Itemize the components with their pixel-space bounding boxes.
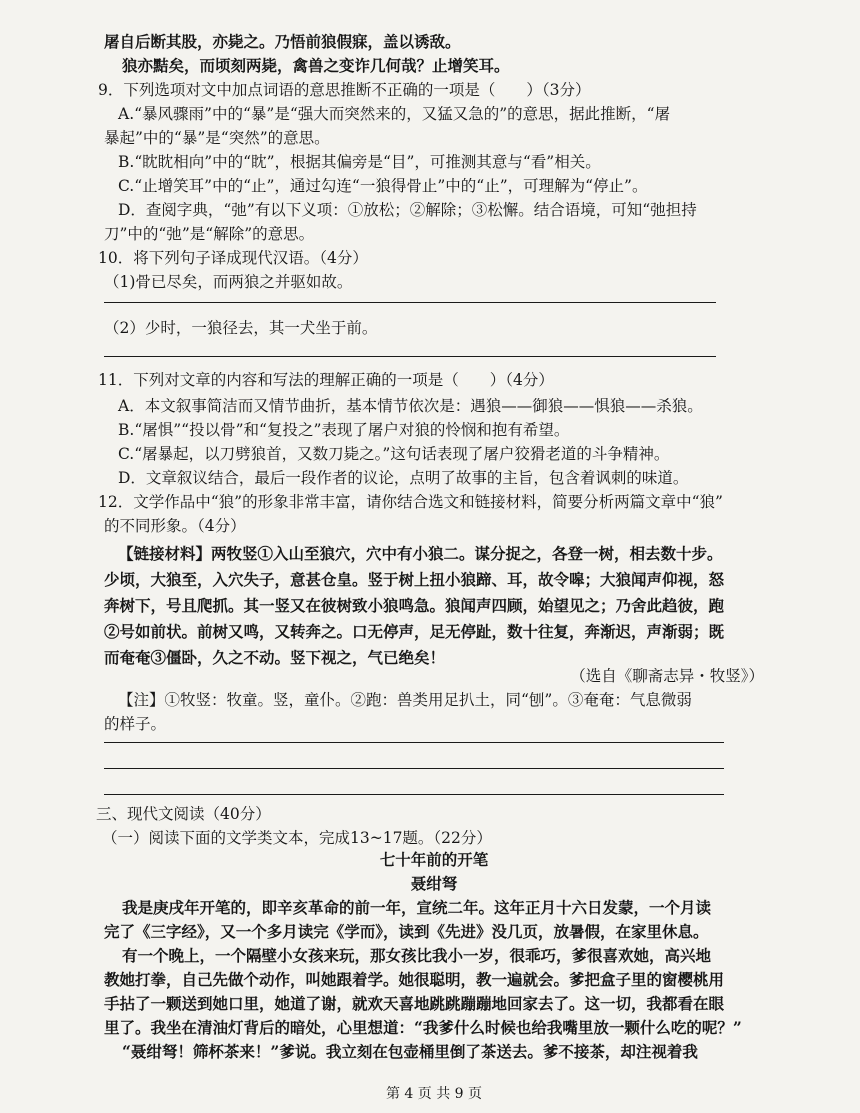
article-title: 七十年前的开笔	[379, 850, 489, 869]
question-11-stem: 11．下列对文章的内容和写法的理解正确的一项是（ ）（4分）	[98, 371, 554, 389]
linked-material-line: 而奄奄③僵卧，久之不动。竖下视之，气已绝矣！	[104, 648, 446, 667]
option-d: D．文章叙议结合，最后一段作者的议论，点明了故事的主旨，包含着讽刺的味道。	[118, 469, 689, 487]
linked-material-line: 少顷，大狼至，入穴失子，意甚仓皇。竖于树上扭小狼蹄、耳，故令嗥；大狼闻声仰视，怒	[104, 570, 725, 589]
question-10-stem: 10．将下列句子译成现代汉语。（4分）	[98, 249, 368, 267]
option-c: C.“屠暴起，以刀劈狼首，又数刀毙之。”这句话表现了屠户狡猾老道的斗争精神。	[118, 445, 670, 463]
linked-material-line: 【链接材料】两牧竖①入山至狼穴，穴中有小狼二。谋分捉之，各登一树，相去数十步。	[118, 544, 723, 563]
option-b: B.“眈眈相向”中的“眈”，根据其偏旁是“目”，可推测其意与“看”相关。	[118, 153, 601, 171]
answer-line	[104, 768, 724, 769]
question-9-stem: 9．下列选项对文中加点词语的意思推断不正确的一项是（ ）（3分）	[98, 81, 591, 99]
notes-line: 【注】①牧竖：牧童。竖，童仆。②跑：兽类用足扒土，同“刨”。③奄奄：气息微弱	[118, 691, 692, 709]
question-12-stem-cont: 的不同形象。（4分）	[104, 517, 246, 535]
answer-line	[104, 794, 724, 795]
notes-line-cont: 的样子。	[104, 715, 167, 733]
article-paragraph-line: 教她打拳，自己先做个动作，叫她跟着学。她很聪明，教一遍就会。爹把盒子里的窗樱桃用	[104, 970, 725, 989]
option-a: A.“暴风骤雨”中的“暴”是“强大而突然来的，又猛又急的”的意思，据此推断，“屠	[118, 105, 671, 123]
linked-material-source: （选自《聊斋志异・牧竖》）	[570, 667, 764, 685]
option-a-cont: 暴起”中的“暴”是“突然”的意思。	[104, 129, 330, 147]
option-c: C.“止增笑耳”中的“止”，通过勾连“一狼得骨止”中的“止”，可理解为“停止”。	[118, 177, 648, 195]
article-paragraph-line: 完了《三字经》，又一个多月读完《学而》，读到《先进》没几页，放暑假，在家里休息。	[104, 922, 709, 941]
subsection-heading: （一）阅读下面的文学类文本，完成13~17题。（22分）	[102, 829, 492, 847]
article-paragraph-line: “聂绀弩！筛杯茶来！”爹说。我立刻在包壶桶里倒了茶送去。爹不接茶，却注视着我	[122, 1042, 698, 1061]
answer-line	[104, 302, 716, 303]
article-paragraph-line: 手拈了一颗送到她口里，她道了谢，就欢天喜地跳跳蹦蹦地回家去了。这一切，我都看在眼	[104, 994, 725, 1013]
option-d: D．查阅字典，“弛”有以下义项：①放松；②解除；③松懈。结合语境，可知“弛担持	[118, 201, 697, 219]
linked-material-line: 奔树下，号且爬抓。其一竖又在彼树致小狼鸣急。狼闻声四顾，始望见之；乃舍此趋彼，跑	[104, 596, 725, 615]
question-10-item-1: （1)骨已尽矣，而两狼之并驱如故。	[104, 273, 353, 291]
section-heading: 三、现代文阅读（40分）	[96, 805, 271, 823]
linked-material-line: ②号如前状。前树又鸣，又转奔之。口无停声，足无停趾，数十往复，奔渐迟，声渐弱；既	[104, 622, 725, 641]
option-b: B.“屠惧”“投以骨”和“复投之”表现了屠户对狼的怜悯和抱有希望。	[118, 421, 570, 439]
question-12-stem: 12．文学作品中“狼”的形象非常丰富，请你结合选文和链接材料，简要分析两篇文章中“狼”	[98, 493, 723, 511]
answer-line	[104, 742, 724, 743]
answer-line	[104, 356, 716, 357]
passage-line: 屠自后断其股，亦毙之。乃悟前狼假寐，盖以诱敌。	[104, 32, 461, 51]
article-paragraph-line: 我是庚戌年开笔的，即辛亥革命的前一年，宣统二年。这年正月十六日发蒙，一个月读	[122, 898, 712, 917]
option-a: A．本文叙事简洁而又情节曲折，基本情节依次是：遇狼——御狼——惧狼——杀狼。	[118, 397, 703, 415]
article-paragraph-line: 里了。我坐在清油灯背后的暗处，心里想道：“我爹什么时候也给我嘴里放一颗什么吃的呢？”	[104, 1018, 742, 1037]
passage-line: 狼亦黠矣，而顷刻两毙，禽兽之变诈几何哉？止增笑耳。	[122, 56, 510, 75]
option-d-cont: 刀”中的“弛”是“解除”的意思。	[104, 225, 315, 243]
page-footer: 第 4 页 共 9 页	[385, 1086, 483, 1102]
article-author: 聂绀弩	[410, 874, 458, 893]
question-10-item-2: （2）少时，一狼径去，其一犬坐于前。	[104, 319, 378, 337]
article-paragraph-line: 有一个晚上，一个隔壁小女孩来玩，那女孩比我小一岁，很乖巧，爹很喜欢她，高兴地	[122, 946, 712, 965]
